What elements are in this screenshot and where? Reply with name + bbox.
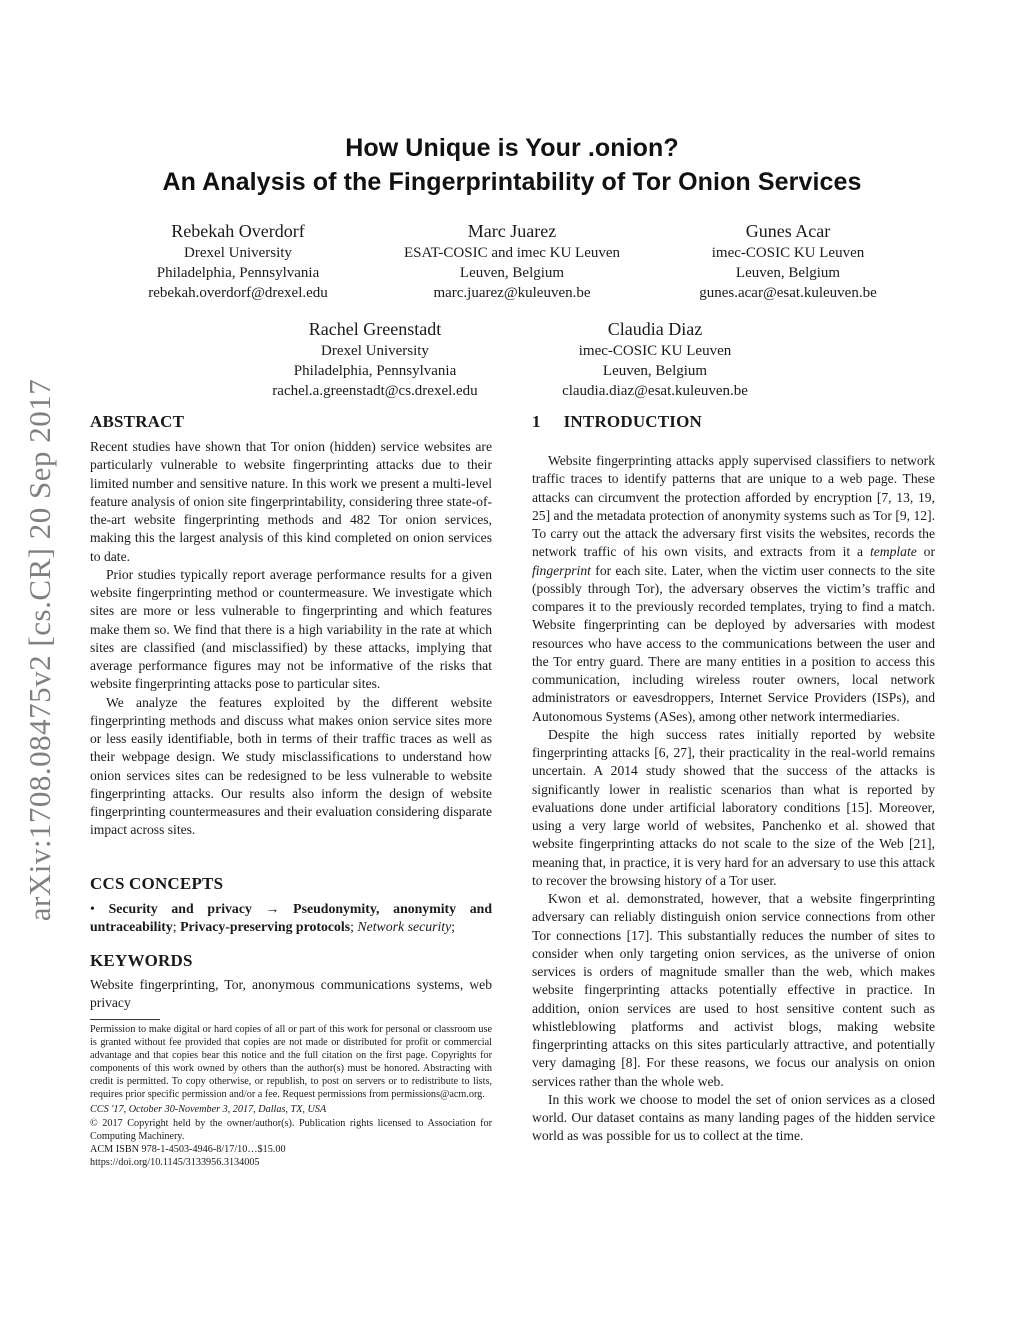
abstract-heading: ABSTRACT xyxy=(90,412,185,431)
intro-paragraph: Kwon et al. demonstrated, however, that a website fingerprinting adversary can reliably distinguish onion service connections from other Tor connections [17]. This substantially reduces the number of sites to consider when only targeting onion services, as the universe of onion services is orders of magnitude smaller than the web, which makes website fingerprinting attacks potentially effective in practice. In addition, onion services are used to host sensitive content such as whistleblowing platforms and activist blogs, making website fingerprinting attacks on this sites particularly attractive, and potentially very damaging [8]. For these reasons, we focus our analysis on onion services rather than the whole web. xyxy=(532,891,935,1089)
abstract-paragraph: Prior studies typically report average performance results for a given website fingerprinting method or countermeasure. We investigate which sites are more or less vulnerable to fingerprinting and which features make them so. We find that there is a high variability in the rate at which sites are classified (and misclassified) by these attacks, implying that average performance figures may not be informative of the risks that website fingerprinting attacks pose to particular sites. xyxy=(90,566,492,692)
paper-title-line2: An Analysis of the Fingerprintability of Tor Onion Services xyxy=(162,168,862,196)
author-affiliation: ESAT-COSIC and imec KU Leuven xyxy=(403,245,621,261)
ccs-item: Security and privacy xyxy=(108,901,252,916)
doi-text: https://doi.org/10.1145/3133956.3134005 xyxy=(90,1156,260,1168)
intro-emphasis: template xyxy=(869,544,917,560)
intro-paragraph: In this work we choose to model the set of onion services as a closed world. Our dataset contains as many landing pages of the hidden service world as was possible for us to collect at the time. xyxy=(532,1091,935,1144)
intro-text: Website fingerprinting attacks apply supervised classifiers to network traffic traces to identify patterns that are unique to a web page. These attacks can circumvent the protection afforded by encryption [7, 13, 19, 25] and the metadata protection of anonymity systems such as Tor [9, 12]. To carry out the attack the adversary first visits the websites, records the network traffic of his own visits, and extracts from it a xyxy=(532,453,935,560)
author-affiliation: imec-COSIC KU Leuven xyxy=(578,343,732,359)
permission-text: Permission to make digital or hard copies of all or part of this work for personal or classroom use is granted without fee provided that copies are not made or distributed for profit or commercial advantage and that copies bear this notice and the full citation on the first page. Copyrights for components of this work owned by others than the author(s) must be honored. Abstracting with credit is permitted. To copy otherwise, or republish, to post on servers or to redistribute to lists, requires prior specific permission and/or a fee. Request permissions from permissions@acm.org. xyxy=(90,1024,492,1101)
author-block xyxy=(658,220,918,303)
arxiv-identifier: arXiv:1708.08475v2 [cs.CR] 20 Sep 2017 xyxy=(22,378,57,922)
keywords-body xyxy=(90,976,492,1013)
intro-text: for each site. Later, when the victim user connects to the site (possibly through Tor), the adversary observes the victim’s traffic and compares it to the previously recorded templates, trying to find a match. Website fingerprinting can be deployed by adversaries with modest resources who have access to the communications between the user and the Tor entry guard. There are many entities in a position to access this communication, including wireless router owners, local network administrators or eavesdroppers, Internet Service Providers (ISPs), and Autonomous Systems (ASes), among other network intermediaries. xyxy=(532,562,935,724)
author-email: rachel.a.greenstadt@cs.drexel.edu xyxy=(272,383,478,399)
author-affiliation: imec-COSIC KU Leuven xyxy=(711,245,865,261)
author-affiliation: Drexel University xyxy=(184,245,292,261)
ccs-item: Privacy-preserving protocols xyxy=(180,919,351,935)
ccs-separator: ; xyxy=(172,919,181,935)
permission-block xyxy=(90,1023,492,1169)
author-name: Rachel Greenstadt xyxy=(308,319,442,339)
author-location: Leuven, Belgium xyxy=(735,265,841,281)
footnote-rule xyxy=(90,1019,160,1020)
ccs-bullet: • xyxy=(90,901,95,916)
author-email: rebekah.overdorf@drexel.edu xyxy=(148,285,328,301)
abstract-paragraph: We analyze the features exploited by the different website fingerprinting methods and discuss what makes onion service sites more or less easily identifiable, both in terms of their traffic traces as well as their webpage design. We study misclassifications to understand how onion services sites can be redesigned to be less vulnerable to website fingerprinting attacks. Our results also inform the design of website fingerprinting countermeasures and their evaluation considering disparate impact across sites. xyxy=(90,694,492,838)
intro-emphasis: fingerprint xyxy=(532,562,591,578)
intro-text: or xyxy=(916,544,935,560)
conference-info: CCS '17, October 30-November 3, 2017, Dallas, TX, USA xyxy=(90,1103,327,1115)
paper-title-line1: How Unique is Your .onion? xyxy=(345,134,679,162)
section-title: INTRODUCTION xyxy=(563,412,703,431)
author-block xyxy=(98,220,378,303)
ccs-concepts xyxy=(90,900,492,937)
author-email: claudia.diaz@esat.kuleuven.be xyxy=(562,383,748,399)
author-affiliation: Drexel University xyxy=(321,343,429,359)
abstract-paragraph: Recent studies have shown that Tor onion (hidden) service websites are particularly vulnerable to website fingerprinting attacks due to their limited number and sensitive nature. In this work we present a multi-level feature analysis of onion site fingerprintability, considering three state-of-the-art website fingerprinting methods and 482 Tor onion services, making this the largest analysis of this kind completed on onion services to date. xyxy=(90,439,492,564)
section-number: 1 xyxy=(532,412,541,431)
author-name: Gunes Acar xyxy=(745,221,831,241)
ccs-item: Pseudonymity, anonymity and untraceability xyxy=(90,901,493,935)
author-location: Leuven, Belgium xyxy=(459,265,565,281)
copyright-text: © 2017 Copyright held by the owner/author(s). Publication rights licensed to Association for Computing Machinery. xyxy=(90,1117,492,1142)
abstract-body xyxy=(90,438,492,840)
author-name: Marc Juarez xyxy=(467,221,557,241)
author-location: Philadelphia, Pennsylvania xyxy=(156,265,320,281)
keywords-heading: KEYWORDS xyxy=(90,951,193,970)
author-name: Claudia Diaz xyxy=(607,319,703,339)
intro-paragraph: Despite the high success rates initially reported by website fingerprinting attacks [6, 27], their practicality in the real-world remains uncertain. A 2014 study showed that the success of the attacks is significantly lower in realistic scenarios than what is reported by evaluations done under artificial laboratory conditions [15]. Moreover, using a very large world of websites, Panchenko et al. showed that website fingerprinting attacks do not scale to the size of the Web [21], meaning that, in practice, it is very hard for an adversary to use this attack to recover the browsing history of a Tor user. xyxy=(532,726,935,888)
author-email: marc.juarez@kuleuven.be xyxy=(433,285,591,301)
author-block xyxy=(520,318,790,401)
ccs-separator: ; xyxy=(350,919,358,935)
author-email: gunes.acar@esat.kuleuven.be xyxy=(699,285,877,301)
ccs-body xyxy=(90,900,492,937)
author-location: Leuven, Belgium xyxy=(602,363,708,379)
ccs-arrow: → xyxy=(251,901,294,916)
isbn-text: ACM ISBN 978-1-4503-4946-8/17/10…$15.00 xyxy=(90,1143,286,1155)
introduction-body xyxy=(532,452,935,1146)
author-name: Rebekah Overdorf xyxy=(171,221,305,241)
ccs-item: Network security xyxy=(357,919,452,935)
ccs-heading: CCS CONCEPTS xyxy=(90,874,224,893)
author-block xyxy=(362,220,662,303)
author-location: Philadelphia, Pennsylvania xyxy=(293,363,457,379)
ccs-end: ; xyxy=(451,919,456,935)
section-heading xyxy=(532,412,702,432)
author-block xyxy=(230,318,520,401)
intro-paragraph xyxy=(532,452,935,726)
keywords-text: Website fingerprinting, Tor, anonymous communications systems, web privacy xyxy=(90,977,492,1011)
